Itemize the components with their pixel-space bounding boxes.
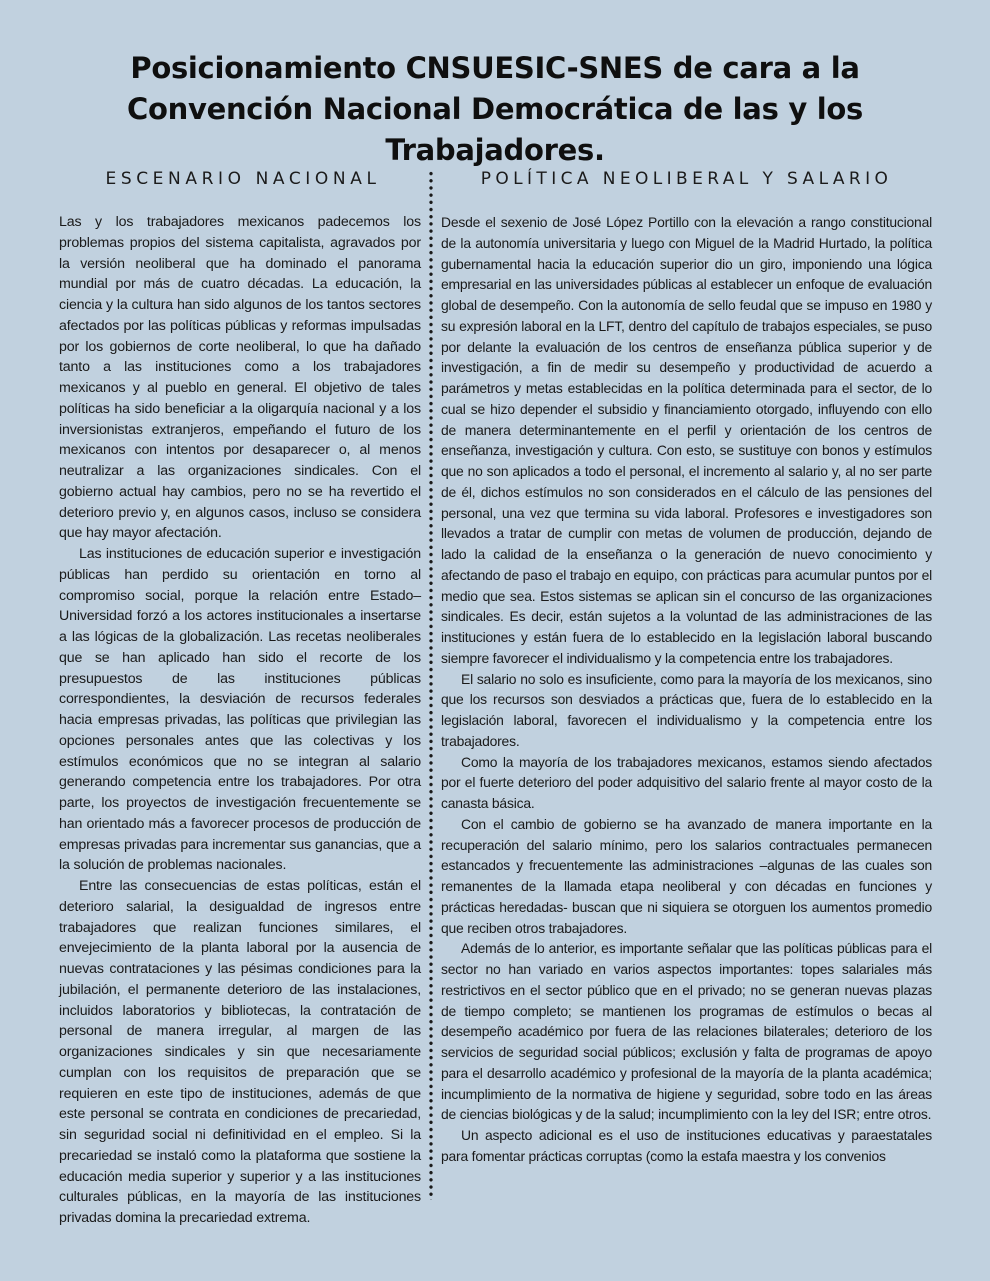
section-heading-escenario-nacional: ESCENARIO NACIONAL (105, 169, 381, 189)
dotted-column-divider (429, 170, 433, 1200)
right-column (441, 162, 932, 1167)
document-title: Posicionamiento CNSUESIC-SNES de cara a la Convención Nacional Democrática de las y los Trabajadores. (127, 51, 863, 167)
paragraph: Con el cambio de gobierno se ha avanzado de manera importante en la recuperación del salario mínimo, pero los salarios contractuales permanecen estancados y frecuentemente las administraciones –algunas de las cuales son remanentes de la llamada etapa neoliberal y con décadas en funciones y prácticas heredadas- buscan que ni siquiera se otorguen los aumentos promedio que reciben otros trabajadores. (441, 815, 932, 936)
paragraph: Las y los trabajadores mexicanos padecemos los problemas propios del sistema capitalista, agravados por la versión neoliberal que ha dominado el panorama mundial por más de cuatro décadas. La educación, la ciencia y la cultura han sido algunos de los tantos sectores afectados por las políticas públicas y reformas impulsadas por los gobiernos de corte neoliberal, lo que ha dañado tanto a las instituciones como a los trabajadores mexicanos y al pueblo en general. El objetivo de tales políticas ha sido beneficiar a la oligarquía nacional y a los inversionistas extranjeros, empeñando el futuro de los mexicanos con intentos por desaparecer o, al menos neutralizar a las organizaciones sindicales. Con el gobierno actual hay cambios, pero no se ha revertido el deterioro previo y, en algunos casos, incluso se considera que hay mayor afectación. (59, 214, 421, 542)
paragraph: El salario no solo es insuficiente, como para la mayoría de los mexicanos, sino que los recursos son desviados a prácticas que, fuera de lo establecido en la legislación laboral, favorecen el individualismo y la competencia entre los trabajadores. (441, 670, 932, 749)
paragraph: Entre las consecuencias de estas políticas, están el deterioro salarial, la desigualdad de ingresos entre trabajadores que realizan funciones similares, el envejecimiento de la planta laboral por la ausencia de nuevas contrataciones y las pésimas condiciones para la jubilación, el permanente deterioro de las instalaciones, incluidos laboratorios y bibliotecas, la contratación de personal de manera irregular, al margen de las organizaciones sindicales y sin que necesariamente cumplan con los requisitos de preparación que se requieren en este tipo de instituciones, además de que este personal se contrata en condiciones de precariedad, sin seguridad social ni definitividad en el empleo. Si la precariedad se instaló como la plataforma que sostiene la educación media superior y superior y a las instituciones culturales públicas, en la mayoría de las instituciones privadas domina la precariedad extrema. (59, 878, 421, 1226)
left-column-body (59, 212, 421, 1229)
right-column-body (441, 212, 932, 1167)
section-heading-politica-neoliberal: POLÍTICA NEOLIBERAL Y SALARIO (480, 169, 893, 189)
paragraph: Además de lo anterior, es importante señalar que las políticas públicas para el sector no han variado en varios aspectos importantes: topes salariales más restrictivos en el sector público que en el privado; no se generan nuevas plazas de tiempo completo; se mantienen los programas de estímulos o becas al desempeño académico por fuera de las relaciones bilaterales; deterioro de los servicios de seguridad social públicos; exclusión y falta de programas de apoyo para el desarrollo académico y profesional de la mayoría de la planta académica; incumplimiento de la normativa de higiene y seguridad, sobre todo en las áreas de ciencias biológicas y de la salud; incumplimiento con la ley del ISR; entre otros. (441, 940, 932, 1123)
paragraph: Las instituciones de educación superior e investigación públicas han perdido su orientación en torno al compromiso social, porque la relación entre Estado–Universidad forzó a los actores institucionales a insertarse a las lógicas de la globalización. Las recetas neoliberales que se han aplicado han sido el recorte de los presupuestos de las instituciones públicas correspondientes, la desviación de recursos federales hacia empresas privadas, las políticas que privilegian las opciones personales antes que las colectivas y los estímulos económicos que no se integran al salario generando competencia entre los trabajadores. Por otra parte, los proyectos de investigación frecuentemente se han orientado más a favorecer procesos de producción de empresas privadas para incrementar sus ganancias, que a la solución de problemas nacionales. (59, 546, 421, 874)
paragraph: Un aspecto adicional es el uso de instituciones educativas y paraestatales para fomentar prácticas corruptas (como la estafa maestra y los convenios (441, 1127, 932, 1164)
paragraph: Como la mayoría de los trabajadores mexicanos, estamos siendo afectados por el fuerte deterioro del poder adquisitivo del salario frente al mayor costo de la canasta básica. (441, 753, 932, 811)
left-column (59, 162, 421, 1229)
paragraph: Desde el sexenio de José López Portillo con la elevación a rango constitucional de la autonomía universitaria y luego con Miguel de la Madrid Hurtado, la política gubernamental hacia la educación superior dio un giro, imponiendo una lógica empresarial en las universidades públicas al establecer un enfoque de evaluación global de desempeño. Con la autonomía de sello feudal que se impuso en 1980 y su expresión laboral en la LFT, dentro del capítulo de trabajos especiales, se puso por delante la evaluación de los centros de enseñanza pública superior y de investigación, a fin de medir su desempeño y productividad de acuerdo a parámetros y metas establecidas en la política determinada para el sector, de lo cual se hizo depender el subsidio y financiamiento otorgado, influyendo con ello de manera determinantemente en el perfil y orientación de los centros de enseñanza, investigación y cultura. Con esto, se sustituye con bonos y estímulos que no son aplicados a todo el personal, el incremento al salario y, al no ser parte de él, dichos estímulos no son considerados en el cálculo de las pensiones del personal, una vez que termina su vida laboral. Profesores e investigadores son llevados a tratar de cumplir con metas de volumen de producción, dejando de lado la calidad de la enseñanza o la generación de nuevo conocimiento y afectando de paso el trabajo en equipo, con prácticas para acumular puntos por el medio que sea. Estos sistemas se aplican sin el concurso de las organizaciones sindicales. Es decir, están sujetos a la voluntad de las administraciones de las instituciones y están fuera de lo establecido en la legislación laboral buscando siempre favorecer el individualismo y la competencia entre los trabajadores. (441, 214, 932, 666)
